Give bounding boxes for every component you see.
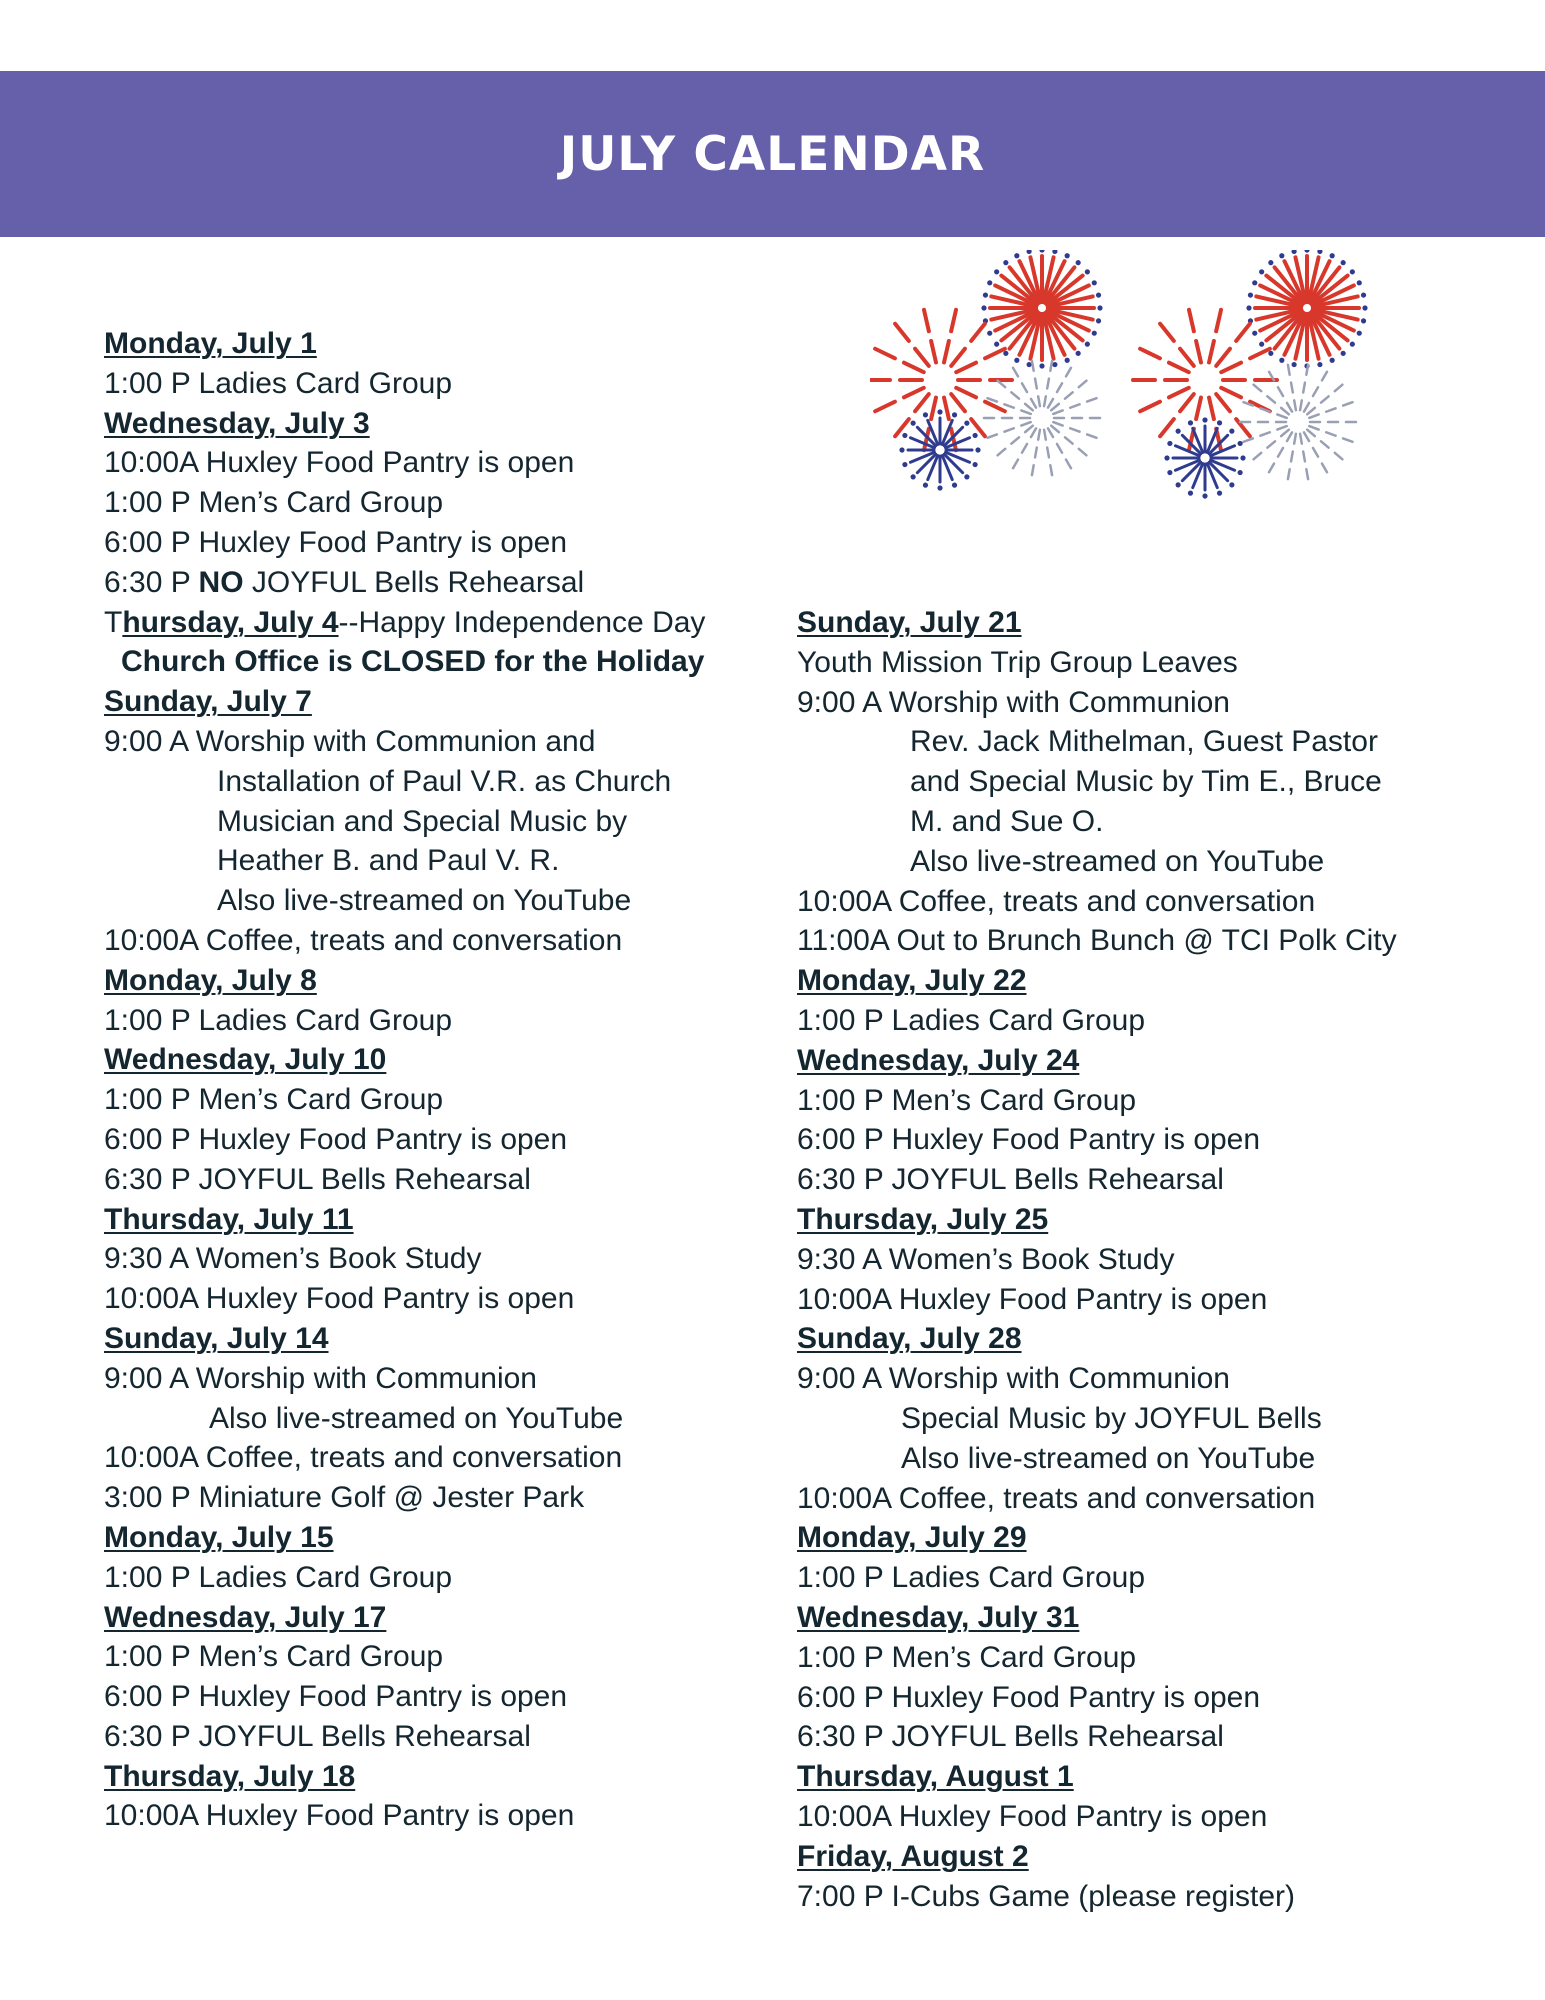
event-line: 6:30 P JOYFUL Bells Rehearsal xyxy=(797,1720,1224,1754)
event-emphasis: NO xyxy=(198,565,244,599)
event-line: 9:00 A Worship with Communion xyxy=(797,685,1230,719)
calendar-right-column xyxy=(797,603,1517,1916)
event-line xyxy=(104,563,764,603)
event-line: 6:00 P Huxley Food Pantry is open xyxy=(104,1680,568,1714)
date-heading: Monday, July 29 xyxy=(797,1521,1027,1555)
event-detail: Installation of Paul V.R. as Church xyxy=(217,764,672,798)
event-detail: Special Music by JOYFUL Bells xyxy=(901,1401,1322,1435)
event-detail: Also live-streamed on YouTube xyxy=(209,1401,624,1435)
date-heading: Thursday, July 11 xyxy=(104,1202,354,1236)
event-line: 10:00A Coffee, treats and conversation xyxy=(104,1441,623,1475)
date-heading: Monday, July 15 xyxy=(104,1520,334,1554)
event-line: 9:00 A Worship with Communion and xyxy=(104,724,596,758)
event-line: 6:30 P JOYFUL Bells Rehearsal xyxy=(104,1719,531,1753)
date-heading: Wednesday, July 10 xyxy=(104,1043,387,1077)
event-line: Youth Mission Trip Group Leaves xyxy=(797,645,1238,679)
event-detail: Musician and Special Music by xyxy=(217,804,628,838)
event-line: 6:00 P Huxley Food Pantry is open xyxy=(104,525,568,559)
date-heading: Wednesday, July 3 xyxy=(104,406,370,440)
calendar-left-column xyxy=(104,324,764,1836)
date-heading: Sunday, July 21 xyxy=(797,606,1022,639)
event-line: 6:30 P JOYFUL Bells Rehearsal xyxy=(104,1162,531,1196)
event-line: 6:00 P Huxley Food Pantry is open xyxy=(104,1122,568,1156)
event-line: 1:00 P Ladies Card Group xyxy=(104,1560,453,1594)
date-heading: Wednesday, July 17 xyxy=(104,1600,387,1634)
header-banner xyxy=(0,71,1545,237)
event-line: 1:00 P Men’s Card Group xyxy=(104,486,444,520)
event-line: 10:00A Coffee, treats and conversation xyxy=(797,1481,1316,1515)
event-line: 10:00A Huxley Food Pantry is open xyxy=(797,1799,1268,1833)
date-heading: Thursday, July 25 xyxy=(797,1202,1049,1236)
date-heading: Friday, August 2 xyxy=(797,1839,1029,1873)
date-heading: Thursday, August 1 xyxy=(797,1760,1074,1794)
event-line: 10:00A Huxley Food Pantry is open xyxy=(104,446,575,480)
event-text: JOYFUL Bells Rehearsal xyxy=(243,565,585,599)
firework-burst xyxy=(870,304,1018,456)
holiday-initial: T xyxy=(104,605,123,639)
event-line: 10:00A Huxley Food Pantry is open xyxy=(104,1799,575,1833)
event-detail: and Special Music by Tim E., Bruce xyxy=(910,765,1382,799)
event-line: 1:00 P Men’s Card Group xyxy=(104,1640,444,1674)
date-heading: Monday, July 8 xyxy=(104,963,317,997)
event-line: 6:00 P Huxley Food Pantry is open xyxy=(797,1123,1261,1157)
holiday-name: --Happy Independence Day xyxy=(338,605,706,639)
event-line: 1:00 P Ladies Card Group xyxy=(797,1561,1146,1595)
date-heading: Wednesday, July 24 xyxy=(797,1043,1080,1077)
event-line: 1:00 P Ladies Card Group xyxy=(797,1003,1146,1037)
event-detail: Also live-streamed on YouTube xyxy=(910,844,1325,878)
event-detail: Also live-streamed on YouTube xyxy=(901,1441,1316,1475)
date-heading: Monday, July 1 xyxy=(104,327,317,360)
date-heading: hursday, July 4 xyxy=(122,605,339,639)
event-line: 6:30 P JOYFUL Bells Rehearsal xyxy=(797,1163,1224,1197)
event-line: 3:00 P Miniature Golf @ Jester Park xyxy=(104,1481,585,1515)
event-detail: Heather B. and Paul V. R. xyxy=(217,844,560,878)
event-line: 1:00 P Men’s Card Group xyxy=(797,1640,1137,1674)
date-heading: Sunday, July 7 xyxy=(104,685,312,719)
date-heading: Sunday, July 28 xyxy=(797,1322,1022,1356)
event-line: 9:30 A Women’s Book Study xyxy=(797,1242,1175,1276)
event-line: 1:00 P Men’s Card Group xyxy=(797,1083,1137,1117)
event-line: 6:00 P Huxley Food Pantry is open xyxy=(797,1680,1261,1714)
event-detail: Also live-streamed on YouTube xyxy=(217,884,632,918)
event-line: 10:00A Huxley Food Pantry is open xyxy=(797,1282,1268,1316)
page-title: JULY CALENDAR xyxy=(559,126,986,182)
event-line: 1:00 P Men’s Card Group xyxy=(104,1083,444,1117)
event-line: 10:00A Huxley Food Pantry is open xyxy=(104,1282,575,1316)
event-line: 11:00A Out to Brunch Bunch @ TCI Polk City xyxy=(797,924,1397,958)
office-closed-note: Church Office is CLOSED for the Holiday xyxy=(121,645,705,679)
event-line: 10:00A Coffee, treats and conversation xyxy=(797,884,1316,918)
firework-burst xyxy=(899,409,980,490)
fireworks-icon xyxy=(870,250,1395,510)
event-line: 1:00 P Ladies Card Group xyxy=(104,366,453,400)
event-detail: M. and Sue O. xyxy=(910,804,1104,838)
event-line: 1:00 P Ladies Card Group xyxy=(104,1003,453,1037)
event-line: 9:00 A Worship with Communion xyxy=(797,1362,1230,1396)
date-heading: Sunday, July 14 xyxy=(104,1321,329,1355)
event-line: 9:00 A Worship with Communion xyxy=(104,1361,537,1395)
date-heading: Monday, July 22 xyxy=(797,964,1027,998)
holiday-line xyxy=(104,603,764,643)
event-line: 9:30 A Women’s Book Study xyxy=(104,1242,482,1276)
event-detail: Rev. Jack Mithelman, Guest Pastor xyxy=(910,725,1378,759)
event-line: 10:00A Coffee, treats and conversation xyxy=(104,923,623,957)
date-heading: Thursday, July 18 xyxy=(104,1759,356,1793)
event-time: 6:30 P xyxy=(104,565,199,599)
event-line: 7:00 P I-Cubs Game (please register) xyxy=(797,1879,1296,1913)
date-heading: Wednesday, July 31 xyxy=(797,1600,1080,1634)
firework-burst xyxy=(1164,417,1245,498)
firework-burst xyxy=(1240,365,1356,479)
